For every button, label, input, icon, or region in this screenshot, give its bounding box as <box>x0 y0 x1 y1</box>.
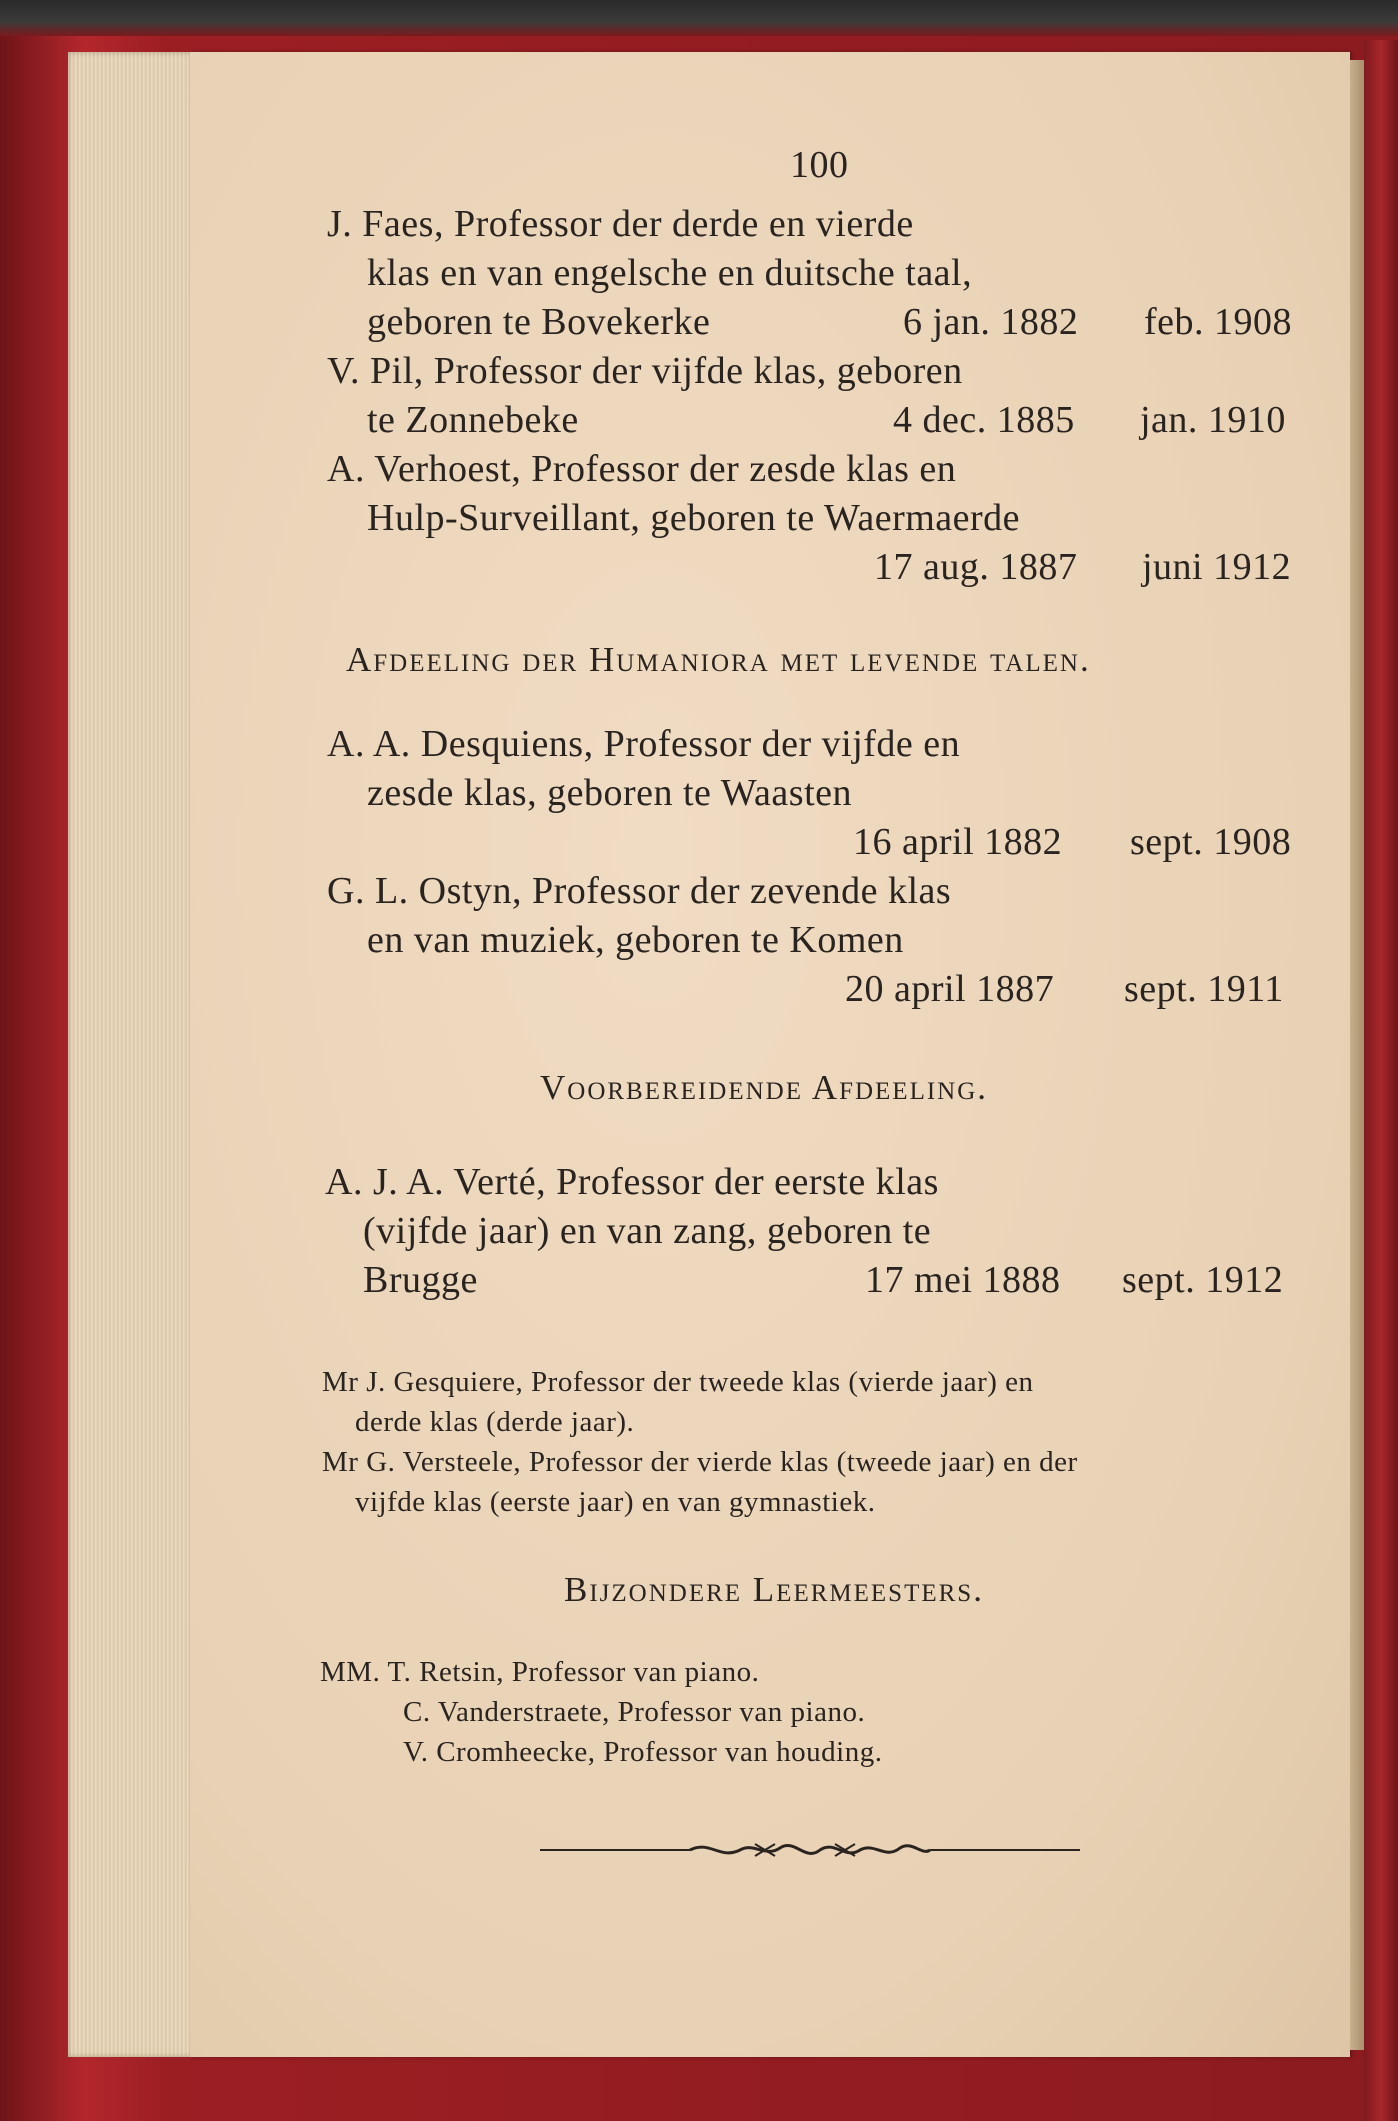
appointment-date: sept. 1908 <box>1130 821 1292 863</box>
note-line: derde klas (derde jaar). <box>355 1406 635 1438</box>
entry-line: J. Faes, Professor der derde en vierde <box>327 203 914 245</box>
entry-line: en van muziek, geboren te Komen <box>367 919 904 961</box>
section-heading: Bijzondere Leermeesters. <box>564 1570 984 1609</box>
entry-line: A. A. Desquiens, Professor der vijfde en <box>327 723 961 765</box>
entry-line: zesde klas, geboren te Waasten <box>367 772 852 814</box>
note-line: Mr G. Versteele, Professor der vierde klas (tweede jaar) en der <box>322 1446 1078 1478</box>
entry-line: G. L. Ostyn, Professor der zevende klas <box>327 870 952 912</box>
page-number: 100 <box>790 144 849 186</box>
entry-line: A. Verhoest, Professor der zesde klas en <box>327 448 957 490</box>
entry-line: (vijfde jaar) en van zang, geboren te <box>363 1210 932 1252</box>
teacher-line: V. Cromheecke, Professor van houding. <box>403 1736 883 1768</box>
teacher-line: C. Vanderstraete, Professor van piano. <box>403 1696 866 1728</box>
section-heading: Voorbereidende Afdeeling. <box>540 1068 989 1107</box>
birth-date: 4 dec. 1885 <box>893 399 1075 441</box>
section-heading: Afdeeling der Humaniora met levende talen. <box>346 640 1091 679</box>
teacher-line: MM. T. Retsin, Professor van piano. <box>320 1656 760 1688</box>
ornament-divider <box>540 1830 1080 1870</box>
appointment-date: juni 1912 <box>1142 546 1292 588</box>
note-line: Mr J. Gesquiere, Professor der tweede klas (vierde jaar) en <box>322 1366 1034 1398</box>
appointment-date: feb. 1908 <box>1144 301 1293 343</box>
entry-line: V. Pil, Professor der vijfde klas, geboren <box>327 350 963 392</box>
entry-line: Hulp-Surveillant, geboren te Waermaerde <box>367 497 1021 539</box>
birth-date: 16 april 1882 <box>853 821 1063 863</box>
entry-line: geboren te Bovekerke <box>367 301 711 343</box>
appointment-date: jan. 1910 <box>1140 399 1286 441</box>
birth-date: 17 aug. 1887 <box>874 546 1078 588</box>
entry-line: A. J. A. Verté, Professor der eerste klas <box>325 1161 939 1203</box>
birth-date: 17 mei 1888 <box>865 1259 1061 1301</box>
note-line: vijfde klas (eerste jaar) en van gymnastiek. <box>355 1486 876 1518</box>
appointment-date: sept. 1911 <box>1124 968 1284 1010</box>
entry-line: klas en van engelsche en duitsche taal, <box>367 252 973 294</box>
entry-line: Brugge <box>363 1259 478 1301</box>
birth-date: 6 jan. 1882 <box>903 301 1079 343</box>
appointment-date: sept. 1912 <box>1122 1259 1284 1301</box>
entry-line: te Zonnebeke <box>367 399 579 441</box>
birth-date: 20 april 1887 <box>845 968 1055 1010</box>
